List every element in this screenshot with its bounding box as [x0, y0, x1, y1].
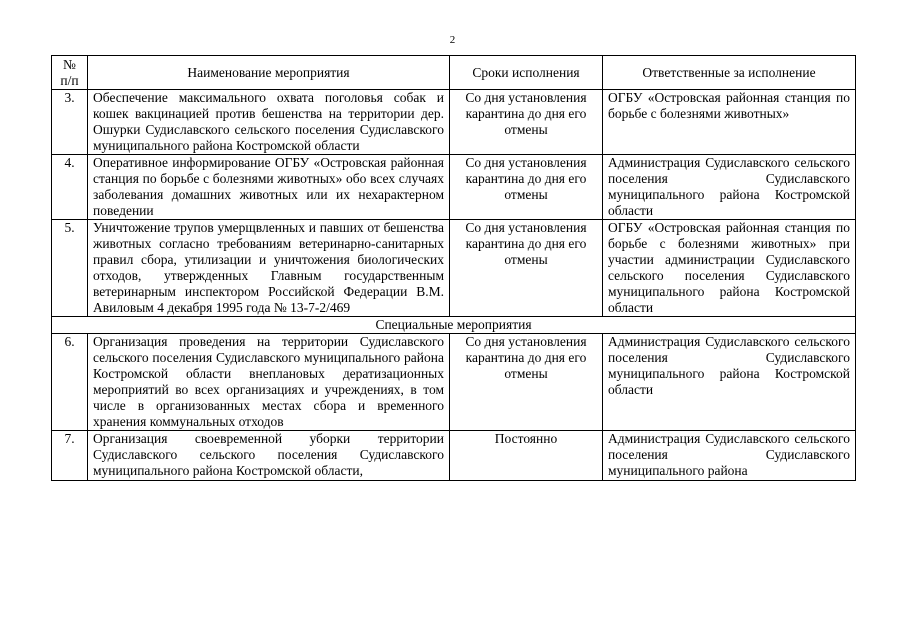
header-name: Наименование мероприятия: [88, 56, 450, 90]
row-number: 5.: [52, 220, 88, 317]
table-header-row: [52, 56, 856, 90]
row-number: 7.: [52, 431, 88, 481]
row-term: Постоянно: [450, 431, 603, 481]
section-title: Специальные мероприятия: [52, 317, 856, 334]
row-responsible: Администрация Судиславского сельского поселения Судиславского муниципального района Костромской области: [603, 155, 856, 220]
header-responsible: Ответственные за исполнение: [603, 56, 856, 90]
row-measure: Обеспечение максимального охвата поголовья собак и кошек вакцинацией против бешенства на территории дер. Ошурки Судиславского сельского поселения Судиславского муниципального района Костромской области: [88, 90, 450, 155]
row-term: Со дня установления карантина до дня его отмены: [450, 334, 603, 431]
row-responsible: ОГБУ «Островская районная станция по борьбе с болезнями животных»: [603, 90, 856, 155]
page-number: 2: [449, 34, 456, 46]
row-measure: Организация своевременной уборки территории Судиславского сельского поселения Судиславского муниципального района Костромской области,: [88, 431, 450, 481]
table-row: [52, 220, 856, 317]
header-num: № п/п: [52, 56, 88, 90]
row-term: Со дня установления карантина до дня его отмены: [450, 155, 603, 220]
table-row: [52, 431, 856, 481]
section-row: [52, 317, 856, 334]
row-responsible: Администрация Судиславского сельского поселения Судиславского муниципального района: [603, 431, 856, 481]
row-measure: Уничтожение трупов умерщвленных и павших от бешенства животных согласно требованиям ветеринарно-санитарных правил сбора, утилизации и уничтожения биологических отходов, утвержденных Главным государственным ветеринарным инспектором Российской Федерации В.М. Авиловым 4 декабря 1995 года № 13-7-2/469: [88, 220, 450, 317]
row-term: Со дня установления карантина до дня его отмены: [450, 220, 603, 317]
table-row: [52, 90, 856, 155]
row-number: 6.: [52, 334, 88, 431]
row-responsible: ОГБУ «Островская районная станция по борьбе с болезнями животных» при участии администрации Судиславского сельского поселения Судиславского муниципального района Костромской области: [603, 220, 856, 317]
row-number: 3.: [52, 90, 88, 155]
row-measure: Организация проведения на территории Судиславского сельского поселения Судиславского муниципального района Костромской области внеплановых дератизационных мероприятий во всех организациях и учреждениях, в том числе в организованных местах сбора и временного хранения коммунальных отходов: [88, 334, 450, 431]
measures-table: [51, 55, 856, 481]
row-responsible: Администрация Судиславского сельского поселения Судиславского муниципального района Костромской области: [603, 334, 856, 431]
row-term: Со дня установления карантина до дня его отмены: [450, 90, 603, 155]
header-term: Сроки исполнения: [450, 56, 603, 90]
row-measure: Оперативное информирование ОГБУ «Островская районная станция по борьбе с болезнями животных» обо всех случаях заболевания домашних животных или их нехарактерном поведении: [88, 155, 450, 220]
table-row: [52, 155, 856, 220]
row-number: 4.: [52, 155, 88, 220]
table-row: [52, 334, 856, 431]
